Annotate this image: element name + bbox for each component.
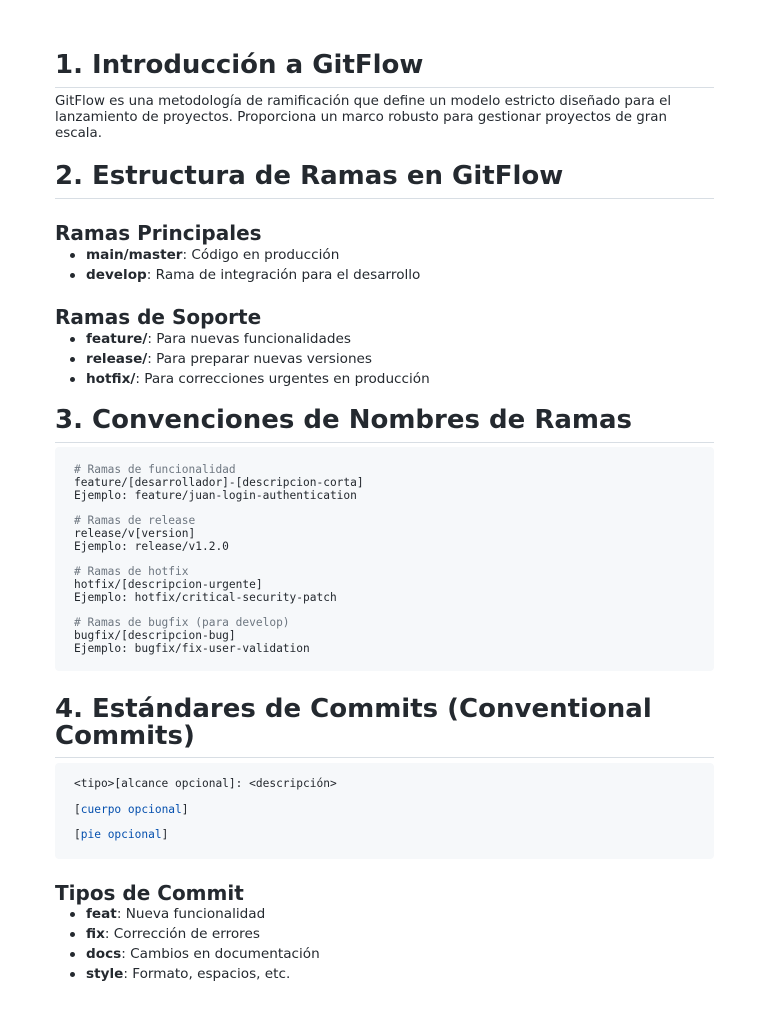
branch-desc: : Para preparar nuevas versiones (147, 351, 373, 367)
commit-type-term: style (86, 966, 124, 982)
bracket-close: ] (161, 828, 169, 841)
code-comment: # Ramas de funcionalidad (74, 463, 236, 476)
commit-type-desc: : Nueva funcionalidad (116, 906, 266, 922)
list-item (55, 265, 420, 285)
bullet-icon (70, 912, 75, 917)
section-1-heading: 1. Introducción a GitFlow (55, 50, 424, 80)
section-2-heading: 2. Estructura de Ramas en GitFlow (55, 161, 564, 191)
code-line: Ejemplo: bugfix/fix-user-validation (74, 642, 310, 655)
code-comment: # Ramas de hotfix (74, 565, 189, 578)
commit-type-desc: : Formato, espacios, etc. (123, 966, 291, 982)
list-item (55, 245, 420, 265)
bullet-icon (70, 273, 75, 278)
list-item (55, 944, 320, 964)
code-line (74, 803, 189, 816)
bullet-icon (70, 972, 75, 977)
branch-desc: : Para nuevas funcionalidades (147, 331, 351, 347)
branch-term: release/ (86, 351, 148, 367)
branch-naming-code-block (55, 447, 714, 671)
bullet-icon (70, 952, 75, 957)
intro-paragraph: GitFlow es una metodología de ramificación que define un modelo estricto diseñado para el lanzamiento de proyectos. Proporciona un marco robusto para gestionar proyectos de gran escala. (55, 94, 672, 141)
branch-desc: : Para correcciones urgentes en producción (135, 371, 430, 387)
code-keyword: pie opcional (80, 828, 162, 841)
bullet-icon (70, 253, 75, 258)
code-line: feature/[desarrollador]-[descripcion-corta] (74, 476, 364, 489)
commit-type-term: fix (86, 926, 105, 942)
commit-type-term: docs (86, 946, 122, 962)
bracket-close: ] (181, 803, 189, 816)
bullet-icon (70, 337, 75, 342)
code-line: Ejemplo: hotfix/critical-security-patch (74, 591, 337, 604)
main-branches-list (55, 245, 420, 285)
code-line: <tipo>[alcance opcional]: <descripción> (74, 777, 337, 790)
branch-term: feature/ (86, 331, 148, 347)
code-comment: # Ramas de bugfix (para develop) (74, 616, 290, 629)
list-item (55, 369, 430, 389)
code-line: Ejemplo: release/v1.2.0 (74, 540, 229, 553)
code-line: release/v[version] (74, 527, 196, 540)
code-keyword: cuerpo opcional (80, 803, 182, 816)
heading-divider (55, 87, 714, 88)
code-line: bugfix/[descripcion-bug] (74, 629, 236, 642)
commit-type-term: feat (86, 906, 117, 922)
heading-divider (55, 198, 714, 199)
bullet-icon (70, 357, 75, 362)
code-line: hotfix/[descripcion-urgente] (74, 578, 263, 591)
code-line (74, 828, 168, 841)
main-branches-heading: Ramas Principales (55, 221, 262, 245)
list-item (55, 904, 320, 924)
code-line: Ejemplo: feature/juan-login-authentication (74, 489, 357, 502)
heading-divider (55, 442, 714, 443)
bracket-open: [ (74, 803, 81, 816)
bracket-open: [ (74, 828, 81, 841)
branch-desc: : Código en producción (182, 247, 340, 263)
branch-desc: : Rama de integración para el desarrollo (146, 267, 421, 283)
section-3-heading: 3. Convenciones de Nombres de Ramas (55, 405, 633, 435)
commit-types-list (55, 904, 320, 984)
commit-type-desc: : Cambios en documentación (121, 946, 320, 962)
code-comment: # Ramas de release (74, 514, 196, 527)
section-4-heading: 4. Estándares de Commits (Conventional Commits) (55, 694, 652, 751)
commit-format-code-block (55, 763, 714, 859)
support-branches-list (55, 329, 430, 389)
bullet-icon (70, 932, 75, 937)
commit-types-heading: Tipos de Commit (55, 881, 244, 905)
list-item (55, 329, 430, 349)
heading-divider (55, 757, 714, 758)
branch-term: develop (86, 267, 147, 283)
bullet-icon (70, 377, 75, 382)
list-item (55, 964, 320, 984)
commit-type-desc: : Corrección de errores (104, 926, 260, 942)
branch-term: main/master (86, 247, 183, 263)
branch-term: hotfix/ (86, 371, 136, 387)
list-item (55, 349, 430, 369)
list-item (55, 924, 320, 944)
support-branches-heading: Ramas de Soporte (55, 305, 262, 329)
